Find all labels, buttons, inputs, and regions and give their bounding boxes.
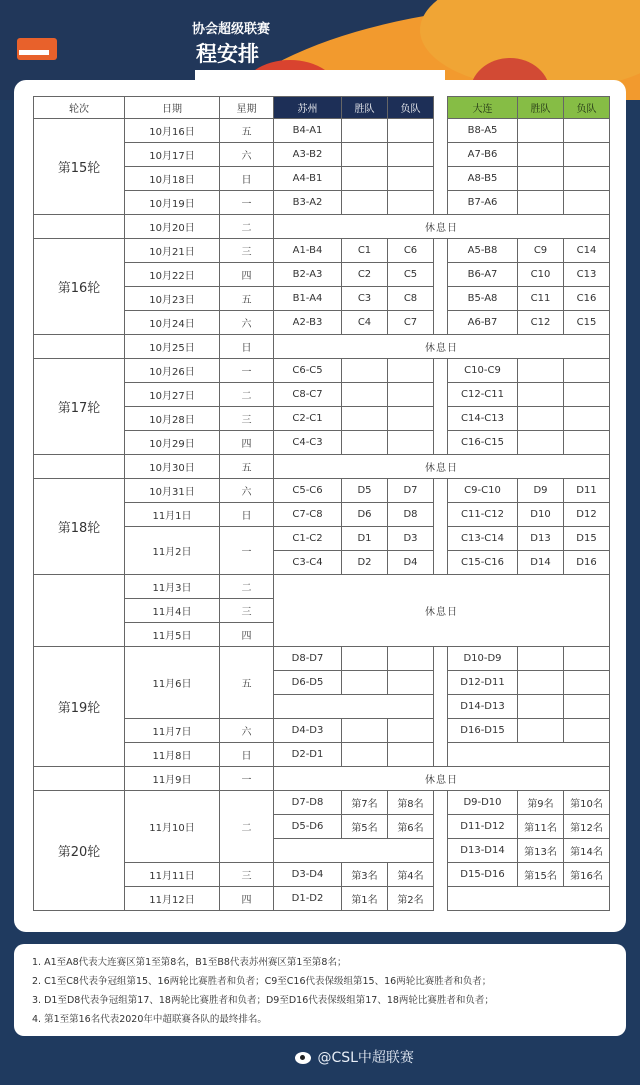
header-suzhou-lose: 负队: [388, 97, 434, 119]
date-cell: 11月3日: [125, 575, 220, 599]
weekday-cell: 六: [220, 479, 274, 503]
weekday-cell: 五: [220, 287, 274, 311]
dalian-match: D14-D13: [448, 695, 518, 719]
suzhou-match: D6-D5: [274, 671, 342, 695]
dalian-lose: [564, 167, 610, 191]
dalian-win: D14: [518, 551, 564, 575]
column-gap: [434, 359, 448, 455]
dalian-match: B7-A6: [448, 191, 518, 215]
date-cell: 10月18日: [125, 167, 220, 191]
dalian-match: D9-D10: [448, 791, 518, 815]
dalian-match: D16-D15: [448, 719, 518, 743]
dalian-match: A6-B7: [448, 311, 518, 335]
league-logo-icon: [17, 38, 57, 60]
dalian-empty: [448, 743, 610, 767]
dalian-lose: 第14名: [564, 839, 610, 863]
date-cell: 11月5日: [125, 623, 220, 647]
dalian-win: C12: [518, 311, 564, 335]
round-empty: [34, 455, 125, 479]
suzhou-win: [342, 143, 388, 167]
dalian-lose: [564, 407, 610, 431]
weekday-cell: 三: [220, 239, 274, 263]
rest-row: [34, 767, 610, 791]
weekday-cell: 二: [220, 215, 274, 239]
date-cell: 10月31日: [125, 479, 220, 503]
dalian-lose: [564, 191, 610, 215]
suzhou-match: C7-C8: [274, 503, 342, 527]
weekday-cell: 二: [220, 575, 274, 599]
suzhou-match: C3-C4: [274, 551, 342, 575]
suzhou-match: D1-D2: [274, 887, 342, 911]
suzhou-match: D2-D1: [274, 743, 342, 767]
dalian-lose: [564, 719, 610, 743]
date-cell: 10月26日: [125, 359, 220, 383]
suzhou-win: 第3名: [342, 863, 388, 887]
dalian-empty: [448, 887, 610, 911]
dalian-win: C9: [518, 239, 564, 263]
suzhou-match: C2-C1: [274, 407, 342, 431]
date-cell: 10月24日: [125, 311, 220, 335]
dalian-match: D13-D14: [448, 839, 518, 863]
dalian-win: [518, 671, 564, 695]
dalian-match: C9-C10: [448, 479, 518, 503]
dalian-lose: 第16名: [564, 863, 610, 887]
round-empty: [34, 335, 125, 359]
suzhou-lose: 第4名: [388, 863, 434, 887]
weekday-cell: 一: [220, 359, 274, 383]
header-date: 日期: [125, 97, 220, 119]
dalian-match: C10-C9: [448, 359, 518, 383]
dalian-win: [518, 119, 564, 143]
dalian-match: D12-D11: [448, 671, 518, 695]
suzhou-win: C2: [342, 263, 388, 287]
suzhou-win: C4: [342, 311, 388, 335]
weekday-cell: 二: [220, 791, 274, 863]
weekday-cell: 日: [220, 503, 274, 527]
dalian-win: [518, 167, 564, 191]
suzhou-lose: C6: [388, 239, 434, 263]
date-cell: 10月17日: [125, 143, 220, 167]
round-label: 第18轮: [34, 479, 125, 575]
dalian-lose: C13: [564, 263, 610, 287]
dalian-win: [518, 719, 564, 743]
dalian-match: D10-D9: [448, 647, 518, 671]
suzhou-match: D7-D8: [274, 791, 342, 815]
dalian-lose: [564, 119, 610, 143]
dalian-match: B5-A8: [448, 287, 518, 311]
dalian-lose: [564, 359, 610, 383]
suzhou-lose: [388, 359, 434, 383]
date-cell: 10月23日: [125, 287, 220, 311]
suzhou-match: A2-B3: [274, 311, 342, 335]
date-cell: 10月27日: [125, 383, 220, 407]
weekday-cell: 五: [220, 647, 274, 719]
dalian-win: D9: [518, 479, 564, 503]
dalian-win: D13: [518, 527, 564, 551]
suzhou-win: [342, 647, 388, 671]
dalian-match: D11-D12: [448, 815, 518, 839]
table-row: [34, 479, 610, 503]
suzhou-match: A4-B1: [274, 167, 342, 191]
rest-day-label: 休息日: [274, 575, 610, 647]
dalian-lose: D12: [564, 503, 610, 527]
suzhou-match: D5-D6: [274, 815, 342, 839]
round-empty: [34, 215, 125, 239]
suzhou-win: [342, 359, 388, 383]
dalian-win: [518, 359, 564, 383]
date-cell: 11月11日: [125, 863, 220, 887]
weekday-cell: 三: [220, 599, 274, 623]
table-row: [34, 119, 610, 143]
column-gap: [434, 647, 448, 767]
dalian-win: [518, 383, 564, 407]
suzhou-win: 第5名: [342, 815, 388, 839]
round-empty: [34, 575, 125, 647]
date-cell: 11月6日: [125, 647, 220, 719]
rest-row: [34, 335, 610, 359]
suzhou-match: B2-A3: [274, 263, 342, 287]
note-item: 1. A1至A8代表大连赛区第1至第8名，B1至B8代表苏州赛区第1至第8名；: [32, 957, 347, 968]
weekday-cell: 四: [220, 623, 274, 647]
table-row: [34, 239, 610, 263]
notes-list: [32, 953, 494, 1029]
date-cell: 11月1日: [125, 503, 220, 527]
table-row: [34, 791, 610, 815]
date-cell: 11月7日: [125, 719, 220, 743]
dalian-win: [518, 431, 564, 455]
weekday-cell: 四: [220, 431, 274, 455]
header-round: 轮次: [34, 97, 125, 119]
weekday-cell: 一: [220, 767, 274, 791]
dalian-match: A8-B5: [448, 167, 518, 191]
dalian-lose: [564, 383, 610, 407]
suzhou-win: [342, 743, 388, 767]
suzhou-lose: D3: [388, 527, 434, 551]
dalian-match: C11-C12: [448, 503, 518, 527]
rest-row: [34, 575, 610, 599]
round-label: 第15轮: [34, 119, 125, 215]
suzhou-lose: C5: [388, 263, 434, 287]
note-item: 3. D1至D8代表争冠组第17、18两轮比赛胜者和负者；D9至D16代表保级组第17、18两轮比赛胜者和负者；: [32, 995, 494, 1006]
suzhou-lose: [388, 143, 434, 167]
date-cell: 11月10日: [125, 791, 220, 863]
header-suzhou: 苏州: [274, 97, 342, 119]
round-label: 第17轮: [34, 359, 125, 455]
suzhou-empty: [274, 839, 434, 863]
column-gap: [434, 791, 448, 911]
suzhou-lose: [388, 431, 434, 455]
header-dalian-lose: 负队: [564, 97, 610, 119]
suzhou-lose: D8: [388, 503, 434, 527]
rest-day-label: 休息日: [274, 767, 610, 791]
suzhou-lose: D4: [388, 551, 434, 575]
suzhou-match: C8-C7: [274, 383, 342, 407]
weekday-cell: 日: [220, 743, 274, 767]
dalian-match: A5-B8: [448, 239, 518, 263]
suzhou-lose: [388, 167, 434, 191]
header-dalian: 大连: [448, 97, 518, 119]
table-header-row: [34, 97, 610, 119]
dalian-lose: C14: [564, 239, 610, 263]
date-cell: 11月2日: [125, 527, 220, 575]
suzhou-win: [342, 191, 388, 215]
suzhou-match: B4-A1: [274, 119, 342, 143]
watermark-text: @CSL中超联赛: [317, 1050, 414, 1066]
suzhou-win: D6: [342, 503, 388, 527]
dalian-lose: [564, 671, 610, 695]
rest-row: [34, 455, 610, 479]
weekday-cell: 日: [220, 335, 274, 359]
weekday-cell: 六: [220, 143, 274, 167]
banner-subtitle: 程安排: [196, 42, 259, 66]
dalian-lose: D11: [564, 479, 610, 503]
date-cell: 11月12日: [125, 887, 220, 911]
suzhou-lose: [388, 671, 434, 695]
dalian-lose: [564, 695, 610, 719]
dalian-match: D15-D16: [448, 863, 518, 887]
rest-day-label: 休息日: [274, 335, 610, 359]
dalian-win: C11: [518, 287, 564, 311]
header-suzhou-win: 胜队: [342, 97, 388, 119]
weekday-cell: 五: [220, 119, 274, 143]
note-item: 2. C1至C8代表争冠组第15、16两轮比赛胜者和负者；C9至C16代表保级组第15、16两轮比赛胜者和负者；: [32, 976, 492, 987]
round-label: 第16轮: [34, 239, 125, 335]
suzhou-match: C5-C6: [274, 479, 342, 503]
suzhou-lose: [388, 647, 434, 671]
watermark: [295, 1047, 414, 1067]
dalian-win: [518, 191, 564, 215]
round-label: 第19轮: [34, 647, 125, 767]
dalian-lose: [564, 143, 610, 167]
dalian-lose: 第10名: [564, 791, 610, 815]
weibo-icon: [295, 1052, 311, 1064]
date-cell: 11月8日: [125, 743, 220, 767]
suzhou-lose: 第2名: [388, 887, 434, 911]
dalian-match: C14-C13: [448, 407, 518, 431]
date-cell: 10月30日: [125, 455, 220, 479]
suzhou-win: [342, 671, 388, 695]
suzhou-lose: [388, 191, 434, 215]
round-empty: [34, 767, 125, 791]
dalian-win: C10: [518, 263, 564, 287]
suzhou-lose: C8: [388, 287, 434, 311]
suzhou-match: B3-A2: [274, 191, 342, 215]
date-cell: 10月28日: [125, 407, 220, 431]
suzhou-win: [342, 119, 388, 143]
note-item: 4. 第1至第16名代表2020年中超联赛各队的最终排名。: [32, 1014, 267, 1025]
suzhou-win: D2: [342, 551, 388, 575]
dalian-match: C12-C11: [448, 383, 518, 407]
weekday-cell: 四: [220, 263, 274, 287]
dalian-win: D10: [518, 503, 564, 527]
suzhou-win: D5: [342, 479, 388, 503]
weekday-cell: 六: [220, 719, 274, 743]
column-gap: [434, 239, 448, 335]
suzhou-match: D8-D7: [274, 647, 342, 671]
dalian-win: 第15名: [518, 863, 564, 887]
dalian-lose: [564, 431, 610, 455]
suzhou-lose: [388, 407, 434, 431]
suzhou-lose: 第6名: [388, 815, 434, 839]
dalian-lose: C16: [564, 287, 610, 311]
dalian-lose: D15: [564, 527, 610, 551]
dalian-win: [518, 647, 564, 671]
date-cell: 10月16日: [125, 119, 220, 143]
table-row: [34, 359, 610, 383]
round-label: 第20轮: [34, 791, 125, 911]
suzhou-match: D4-D3: [274, 719, 342, 743]
suzhou-match: B1-A4: [274, 287, 342, 311]
dalian-win: 第9名: [518, 791, 564, 815]
dalian-win: [518, 407, 564, 431]
suzhou-lose: C7: [388, 311, 434, 335]
weekday-cell: 一: [220, 191, 274, 215]
date-cell: 11月4日: [125, 599, 220, 623]
suzhou-match: A3-B2: [274, 143, 342, 167]
suzhou-lose: [388, 119, 434, 143]
suzhou-match: A1-B4: [274, 239, 342, 263]
column-gap: [434, 119, 448, 215]
date-cell: 10月25日: [125, 335, 220, 359]
weekday-cell: 六: [220, 311, 274, 335]
dalian-match: C15-C16: [448, 551, 518, 575]
date-cell: 10月19日: [125, 191, 220, 215]
date-cell: 10月20日: [125, 215, 220, 239]
column-gap: [434, 479, 448, 575]
suzhou-win: [342, 719, 388, 743]
suzhou-lose: [388, 719, 434, 743]
dalian-match: C13-C14: [448, 527, 518, 551]
suzhou-empty: [274, 695, 434, 719]
suzhou-win: [342, 167, 388, 191]
dalian-win: 第11名: [518, 815, 564, 839]
suzhou-win: [342, 431, 388, 455]
dalian-lose: C15: [564, 311, 610, 335]
suzhou-match: C4-C3: [274, 431, 342, 455]
suzhou-win: C3: [342, 287, 388, 311]
dalian-match: B8-A5: [448, 119, 518, 143]
suzhou-win: [342, 383, 388, 407]
dalian-win: 第13名: [518, 839, 564, 863]
weekday-cell: 日: [220, 167, 274, 191]
rest-day-label: 休息日: [274, 215, 610, 239]
suzhou-lose: [388, 743, 434, 767]
weekday-cell: 五: [220, 455, 274, 479]
schedule-table: [33, 96, 610, 911]
date-cell: 11月9日: [125, 767, 220, 791]
weekday-cell: 四: [220, 887, 274, 911]
dalian-match: C16-C15: [448, 431, 518, 455]
dalian-match: A7-B6: [448, 143, 518, 167]
suzhou-match: C1-C2: [274, 527, 342, 551]
column-gap: [434, 97, 448, 119]
table-row: [34, 647, 610, 671]
dalian-win: [518, 695, 564, 719]
header-dalian-win: 胜队: [518, 97, 564, 119]
header-weekday: 星期: [220, 97, 274, 119]
dalian-win: [518, 143, 564, 167]
suzhou-win: C1: [342, 239, 388, 263]
dalian-lose: D16: [564, 551, 610, 575]
weekday-cell: 二: [220, 383, 274, 407]
suzhou-match: C6-C5: [274, 359, 342, 383]
suzhou-win: D1: [342, 527, 388, 551]
weekday-cell: 一: [220, 527, 274, 575]
rest-row: [34, 215, 610, 239]
dalian-match: B6-A7: [448, 263, 518, 287]
dalian-lose: [564, 647, 610, 671]
suzhou-match: D3-D4: [274, 863, 342, 887]
date-cell: 10月22日: [125, 263, 220, 287]
weekday-cell: 三: [220, 863, 274, 887]
suzhou-lose: D7: [388, 479, 434, 503]
league-logo-strip: [19, 50, 49, 55]
date-cell: 10月29日: [125, 431, 220, 455]
suzhou-lose: 第8名: [388, 791, 434, 815]
weekday-cell: 三: [220, 407, 274, 431]
suzhou-lose: [388, 383, 434, 407]
suzhou-win: 第7名: [342, 791, 388, 815]
dalian-lose: 第12名: [564, 815, 610, 839]
suzhou-win: 第1名: [342, 887, 388, 911]
rest-day-label: 休息日: [274, 455, 610, 479]
banner-title: 协会超级联赛: [192, 22, 271, 37]
suzhou-win: [342, 407, 388, 431]
date-cell: 10月21日: [125, 239, 220, 263]
